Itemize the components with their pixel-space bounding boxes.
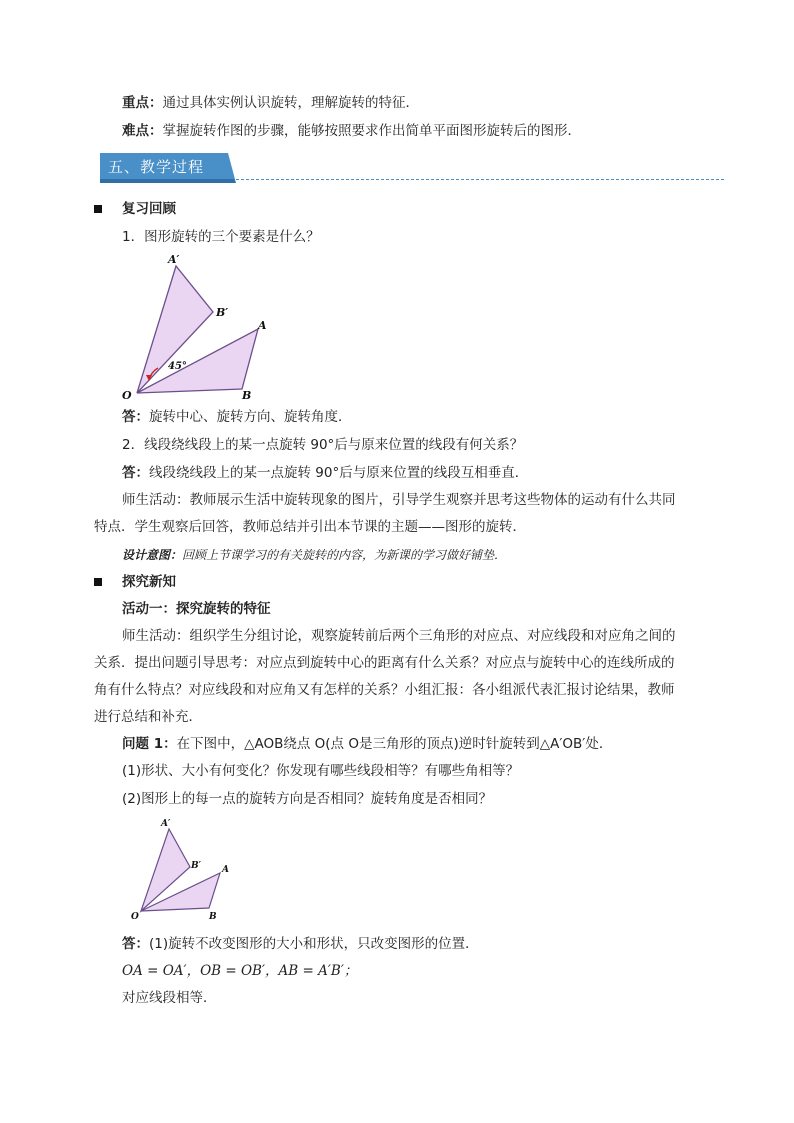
answer-label: 答： (122, 936, 149, 952)
label-o: O (122, 389, 132, 402)
activity-label: 师生活动： (122, 492, 190, 508)
label-a-prime: A′ (168, 253, 180, 266)
equalities: OA = OA′，OB = OB′，AB = A′B′； (122, 963, 358, 979)
section-title: 五、教学过程 (108, 158, 205, 176)
bullet-square (94, 578, 102, 586)
explore-heading: 探究新知 (122, 574, 176, 590)
difficulty-text: 掌握旋转作图的步骤，能够按照要求作出简单平面图形旋转后的图形． (162, 123, 581, 139)
difficulty-label: 难点： (122, 123, 163, 139)
explore-activity-line4: 进行总结和补充． (94, 709, 202, 725)
design-label: 设计意图： (122, 548, 183, 562)
problem1-label: 问题 1： (122, 736, 177, 752)
label-a-prime: A′ (161, 819, 171, 829)
rotation-figure-1 (116, 250, 286, 402)
rotation-figure-2 (128, 815, 238, 925)
label-b-prime: B′ (216, 306, 229, 319)
problem1-sub2: (2)图形上的每一点的旋转方向是否相同？旋转角度是否相同？ (122, 791, 493, 807)
label-b: B (209, 912, 217, 922)
conclusion: 对应线段相等． (122, 990, 217, 1006)
review-heading: 复习回顾 (122, 201, 176, 217)
review-q2: 2．线段绕线段上的某一点旋转 90°后与原来位置的线段有何关系？ (122, 437, 524, 453)
review-a2 (122, 463, 528, 483)
explore-activity-line2: 关系．提出问题引导思考：对应点到旋转中心的距离有什么关系？对应点与旋转中心的连线所成的 (94, 655, 675, 671)
label-a: A (222, 865, 229, 875)
label-o: O (131, 912, 139, 922)
design-text: 回顾上节课学习的有关旋转的内容，为新课的学习做好铺垫． (182, 548, 507, 562)
explore-activity-line1 (122, 626, 676, 646)
review-a1 (122, 407, 352, 427)
explore-activity-line3: 角有什么特点？对应线段和对应角又有怎样的关系？小组汇报：各小组派代表汇报讨论结果，教师 (94, 682, 675, 698)
design-intent (122, 545, 506, 565)
section-divider (236, 179, 724, 180)
focus-line (122, 93, 419, 113)
angle-label: 45° (168, 361, 187, 372)
review-activity-line1 (122, 490, 676, 510)
a1-label: 答： (122, 409, 149, 425)
problem1-sub1: (1)形状、大小有何变化？你发现有哪些线段相等？有哪些角相等？ (122, 763, 520, 779)
explore-activity-text1: 组织学生分组讨论，观察旋转前后两个三角形的对应点、对应线段和对应角之间的 (189, 628, 676, 644)
a2-label: 答： (122, 465, 149, 481)
answer-line (122, 934, 479, 954)
focus-label: 重点： (122, 95, 163, 111)
a1-text: 旋转中心、旋转方向、旋转角度． (149, 409, 352, 425)
bullet-square (94, 205, 102, 213)
explore-activity-label: 师生活动： (122, 628, 190, 644)
difficulty-line (122, 121, 581, 141)
problem1 (122, 734, 612, 754)
label-b-prime: B′ (191, 861, 201, 871)
label-a: A (258, 319, 267, 332)
focus-text: 通过具体实例认识旋转，理解旋转的特征． (162, 95, 419, 111)
answer-text: (1)旋转不改变图形的大小和形状，只改变图形的位置． (149, 936, 479, 952)
activity-text1: 教师展示生活中旋转现象的图片，引导学生观察并思考这些物体的运动有什么共同 (189, 492, 676, 508)
a2-text: 线段绕线段上的某一点旋转 90°后与原来位置的线段互相垂直． (149, 465, 529, 481)
activity1-title: 活动一：探究旋转的特征 (122, 601, 271, 617)
review-q1: 1．图形旋转的三个要素是什么？ (122, 229, 320, 245)
problem1-text: 在下图中，△AOB绕点 O(点 O是三角形的顶点)逆时针旋转到△A′OB′处． (176, 736, 613, 752)
review-activity-line2: 特点．学生观察后回答，教师总结并引出本节课的主题——图形的旋转． (94, 519, 526, 535)
label-b: B (242, 389, 252, 402)
